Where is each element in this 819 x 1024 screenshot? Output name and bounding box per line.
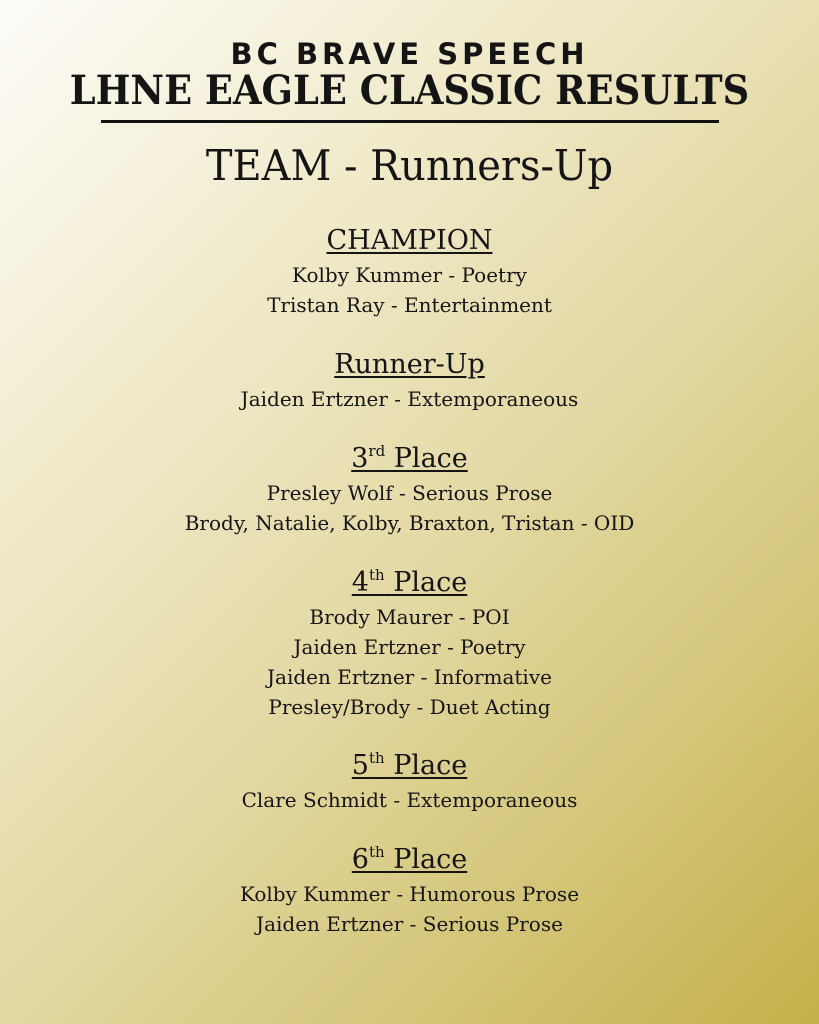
result-entry: Jaiden Ertzner - Serious Prose bbox=[256, 912, 563, 936]
place-word: Place bbox=[385, 443, 468, 474]
team-name: BC BRAVE SPEECH bbox=[230, 37, 589, 71]
result-entry: Kolby Kummer - Humorous Prose bbox=[239, 882, 580, 906]
section-3rd-place bbox=[0, 442, 819, 538]
place-number: 6 bbox=[351, 844, 369, 875]
place-word: Place bbox=[384, 844, 468, 875]
place-suffix: th bbox=[368, 749, 385, 767]
result-entry: Presley/Brody - Duet Acting bbox=[268, 695, 551, 719]
section-heading bbox=[0, 442, 819, 476]
place-number: 4 bbox=[351, 567, 369, 598]
team-result: TEAM - Runners-Up bbox=[205, 141, 614, 190]
result-entry: Brody, Natalie, Kolby, Braxton, Tristan - OID bbox=[184, 511, 635, 535]
section-heading: CHAMPION bbox=[326, 225, 493, 256]
place-suffix: rd bbox=[368, 442, 386, 460]
section-heading: Runner-Up bbox=[334, 349, 485, 380]
place-suffix: th bbox=[368, 843, 385, 861]
section-runner-up bbox=[0, 348, 819, 414]
section-champion bbox=[0, 224, 819, 320]
place-number: 5 bbox=[351, 750, 369, 781]
section-heading bbox=[0, 749, 819, 783]
result-entry: Jaiden Ertzner - Informative bbox=[267, 665, 552, 689]
place-word: Place bbox=[384, 567, 468, 598]
result-entry: Jaiden Ertzner - Poetry bbox=[293, 635, 526, 659]
place-word: Place bbox=[384, 750, 468, 781]
title-divider bbox=[101, 120, 719, 123]
result-entry: Clare Schmidt - Extemporaneous bbox=[241, 788, 578, 812]
section-4th-place bbox=[0, 566, 819, 722]
result-entry: Presley Wolf - Serious Prose bbox=[266, 481, 553, 505]
section-heading bbox=[0, 566, 819, 600]
section-6th-place bbox=[0, 843, 819, 939]
event-title: LHNE EAGLE CLASSIC RESULTS bbox=[69, 67, 750, 114]
section-5th-place bbox=[0, 749, 819, 815]
result-entry: Jaiden Ertzner - Extemporaneous bbox=[240, 387, 579, 411]
section-heading bbox=[0, 843, 819, 877]
place-suffix: th bbox=[368, 566, 385, 584]
result-entry: Tristan Ray - Entertainment bbox=[267, 293, 552, 317]
result-entry: Kolby Kummer - Poetry bbox=[292, 263, 527, 287]
place-number: 3 bbox=[351, 443, 369, 474]
result-entry: Brody Maurer - POI bbox=[309, 605, 510, 629]
